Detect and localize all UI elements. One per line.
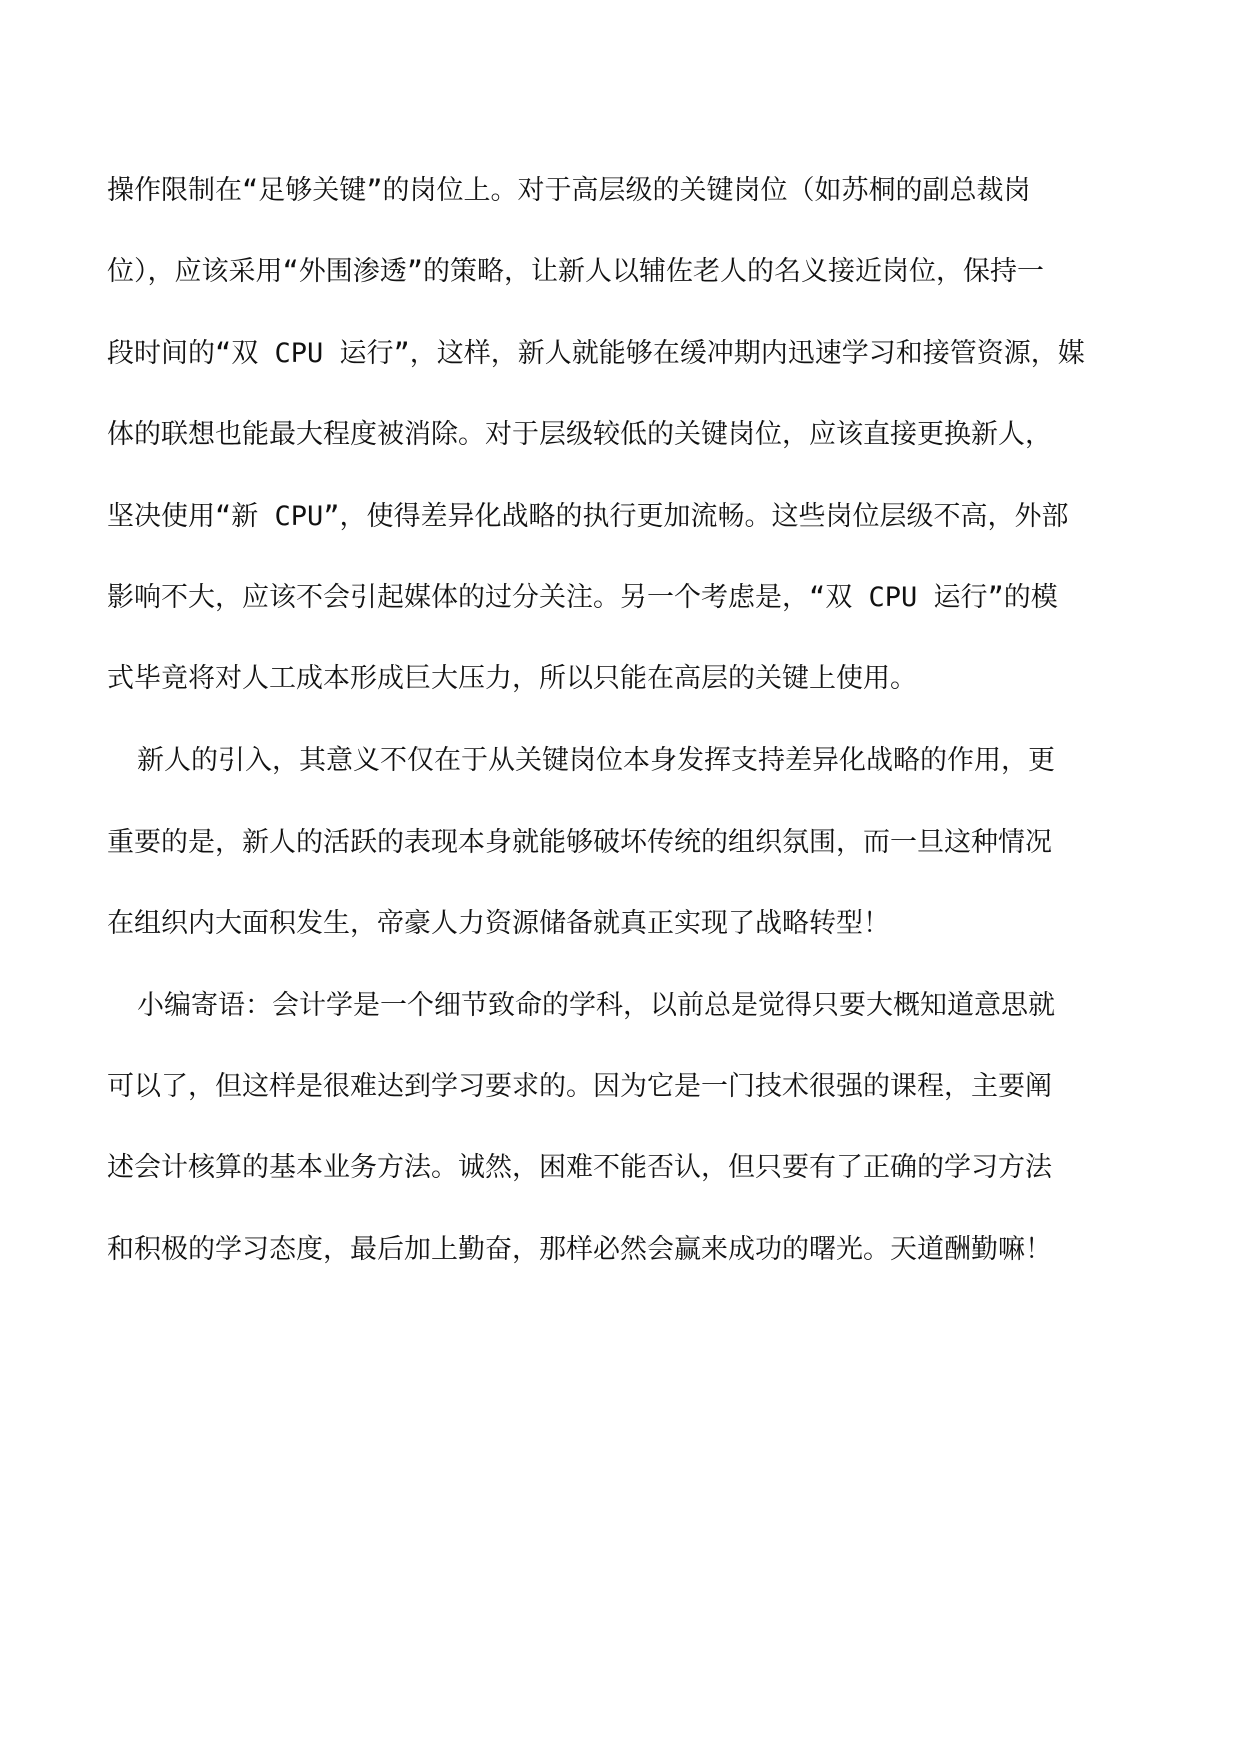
- paragraph-line: 坚决使用“新 CPU”，使得差异化战略的执行更加流畅。这些岗位层级不高，外部: [107, 501, 1069, 532]
- paragraph-line: 段时间的“双 CPU 运行”，这样，新人就能够在缓冲期内迅速学习和接管资源，媒: [107, 338, 1085, 369]
- paragraph-line: 新人的引入，其意义不仅在于从关键岗位本身发挥支持差异化战略的作用，更: [137, 745, 1055, 776]
- paragraph-line: 体的联想也能最大程度被消除。对于层级较低的关键岗位，应该直接更换新人，: [107, 419, 1052, 450]
- paragraph-line: 可以了，但这样是很难达到学习要求的。因为它是一门技术很强的课程，主要阐: [107, 1071, 1052, 1102]
- paragraph-line: 重要的是，新人的活跃的表现本身就能够破坏传统的组织氛围，而一旦这种情况: [107, 827, 1052, 858]
- paragraph-line: 小编寄语：会计学是一个细节致命的学科，以前总是觉得只要大概知道意思就: [137, 990, 1055, 1021]
- paragraph-line: 在组织内大面积发生，帝豪人力资源储备就真正实现了战略转型！: [107, 908, 890, 939]
- paragraph-line: 述会计核算的基本业务方法。诚然，困难不能否认，但只要有了正确的学习方法: [107, 1152, 1052, 1183]
- paragraph-line: 操作限制在“足够关键”的岗位上。对于高层级的关键岗位（如苏桐的副总裁岗: [107, 175, 1031, 206]
- paragraph-line: 位），应该采用“外围渗透”的策略，让新人以辅佐老人的名义接近岗位，保持一: [107, 256, 1045, 287]
- paragraph-line: 影响不大，应该不会引起媒体的过分关注。另一个考虑是，“双 CPU 运行”的模: [107, 582, 1058, 613]
- paragraph-line: 式毕竟将对人工成本形成巨大压力，所以只能在高层的关键上使用。: [107, 663, 917, 694]
- paragraph-line: 和积极的学习态度，最后加上勤奋，那样必然会赢来成功的曙光。天道酬勤嘛！: [107, 1234, 1052, 1265]
